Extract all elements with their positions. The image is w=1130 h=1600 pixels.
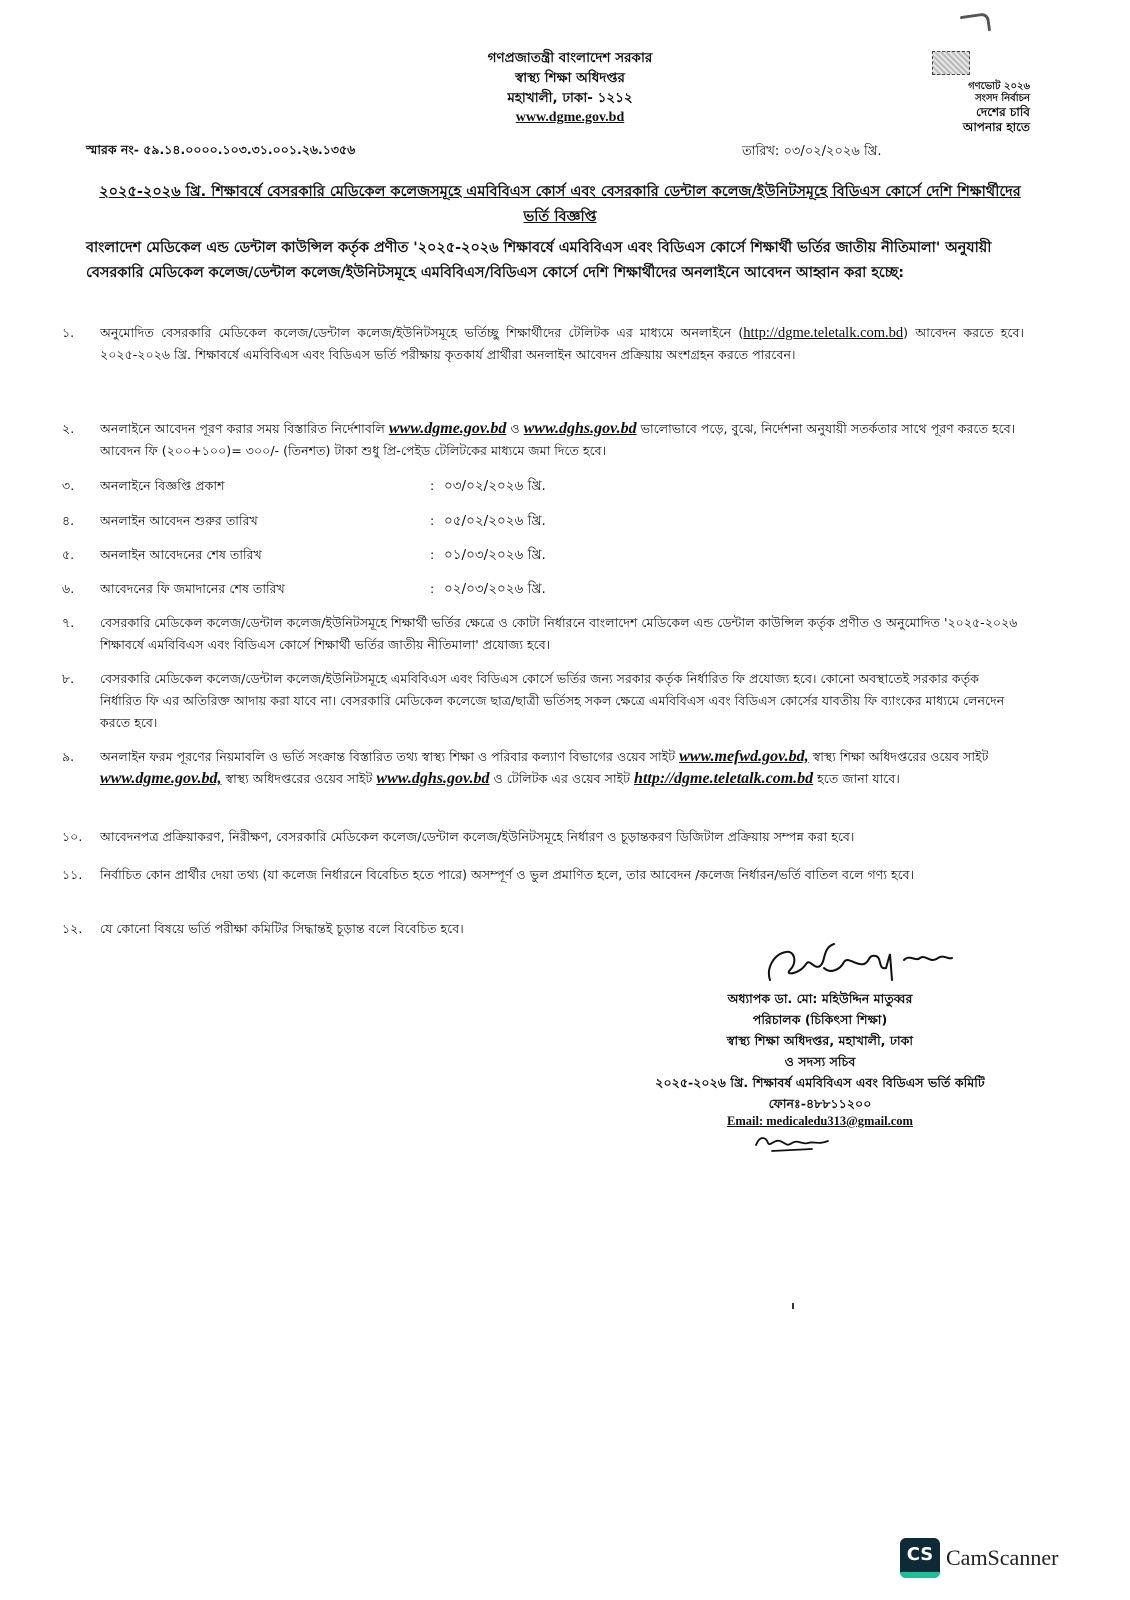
office-header [380, 48, 760, 128]
signatory-email[interactable]: Email: medicaledu313@gmail.com [727, 1114, 913, 1128]
item-text: বেসরকারি মেডিকেল কলেজ/ডেন্টাল কলেজ/ইউনিটসমূহে এমবিবিএস এবং বিডিএস কোর্সে ভর্তির জন্য সরকার কর্তৃক নির্ধারিত ফি প্রযোজ্য হবে। কোনো অবস্থাতেই সরকার কর্তৃক নির্ধারিত ফি এর অতিরিক্ত আদায় করা যাবে না। বেসরকারি মেডিকেল কলেজে ছাত্র/ছাত্রী ভর্তিসহ সকল ক্ষেত্রে এমবিবিএস এবং বিডিএস কোর্সের যাবতীয় ফি ব্যাংকের মাধ্যমে লেনদেন করতে হবে। [100, 671, 1005, 730]
directorate-name: স্বাস্থ্য শিক্ষা অধিদপ্তর [515, 70, 625, 86]
item-number: ৬. [62, 581, 75, 596]
item-number: ৪. [62, 513, 75, 528]
item-text-mid: ও টেলিটক এর ওয়েব সাইট [489, 771, 635, 786]
scan-mark [792, 1303, 794, 1309]
list-item-7 [62, 612, 1024, 656]
memo-number: স্মারক নং- ৫৯.১৪.০০০০.১০৩.৩১.০০১.২৬.১৩৫৬ [86, 142, 356, 157]
intro-paragraph: বাংলাদেশ মেডিকেল এন্ড ডেন্টাল কাউন্সিল কর্তৃক প্রণীত '২০২৫-২০২৬ শিক্ষাবর্ষে এমবিবিএস এবং বিডিএস কোর্সে শিক্ষার্থী ভর্তির জাতীয় নীতিমালা' অনুযায়ী বেসরকারি মেডিকেল কলেজ/ডেন্টাল কলেজ/ইউনিটসমূহে এমবিবিএস/বিডিএস কোর্সে দেশি শিক্ষার্থীদের অনলাইনে আবেদন আহ্বান করা হচ্ছে: [86, 240, 992, 281]
item-text [100, 418, 1024, 462]
dghs-link[interactable]: www.dghs.gov.bd [376, 770, 490, 787]
govt-name: গণপ্রজাতন্ত্রী বাংলাদেশ সরকার [487, 50, 653, 66]
signatory-role: ও সদস্য সচিব [784, 1054, 856, 1069]
list-item-8 [62, 668, 1024, 734]
schedule-label: অনলাইনে বিজ্ঞপ্তি প্রকাশ [100, 478, 225, 493]
signatory-committee: ২০২৫-২০২৬ খ্রি. শিক্ষাবর্ষ এমবিবিএস এবং বিডিএস ভর্তি কমিটি [655, 1075, 985, 1090]
dgme-link[interactable]: www.dgme.gov.bd, [100, 770, 222, 787]
item-number: ১. [62, 325, 75, 340]
issue-date: তারিখ: ০৩/০২/২০২৬ খ্রি. [742, 144, 882, 159]
handwritten-signature [760, 940, 960, 988]
schedule-colon: : [430, 547, 435, 562]
schedule-value: ০১/০৩/২০২৬ খ্রি. [444, 547, 546, 563]
item-text-pre: অনলাইনে আবেদন পূরণ করার সময় বিস্তারিত নির্দেশাবলি [100, 421, 389, 436]
item-text: আবেদনপত্র প্রক্রিয়াকরণ, নিরীক্ষণ, বেসরকারি মেডিকেল কলেজ/ডেন্টাল কলেজ/ইউনিটসমূহে নির্ধারণ ও চূড়ান্তকরণ ডিজিটাল প্রক্রিয়ায় সম্পন্ন করা হবে। [100, 829, 855, 844]
camscanner-name: CamScanner [946, 1545, 1059, 1570]
key-icon [960, 12, 991, 35]
election-line-2: সংসদ নির্বাচন [975, 93, 1030, 104]
schedule-label: অনলাইন আবেদনের শেষ তারিখ [100, 547, 262, 562]
schedule-value: ০২/০৩/২০২৬ খ্রি. [444, 581, 546, 597]
election-line-3: দেশের চাবি [976, 105, 1030, 119]
item-text: নির্বাচিত কোন প্রার্থীর দেয়া তথ্য (যা কলেজ নির্ধারনে বিবেচিত হতে পারে) অসম্পূর্ণ ও ভুল প্রমাণিত হলে, তার আবেদন /কলেজ নির্ধারন/ভর্তি বাতিল বলে গণ্য হবে। [100, 867, 915, 882]
item-number: ৩. [62, 478, 75, 493]
mefwd-link[interactable]: www.mefwd.gov.bd, [679, 748, 809, 765]
notice-title: ২০২৫-২০২৬ খ্রি. শিক্ষাবর্ষে বেসরকারি মেডিকেল কলেজসমূহে এমবিবিএস কোর্স এবং বেসরকারি ডেন্টাল কলেজ/ইউনিটসমূহে বিডিএস কোর্সে দেশি শিক্ষার্থীদের ভর্তি বিজ্ঞপ্তি [99, 184, 1021, 225]
camscanner-watermark [900, 1538, 1058, 1578]
signatory-office: স্বাস্থ্য শিক্ষা অধিদপ্তর, মহাখালী, ঢাকা [726, 1033, 914, 1048]
dgme-link[interactable]: www.dgme.gov.bd [388, 420, 507, 437]
item-number: ১২. [62, 921, 83, 936]
item-text-mid: স্বাস্থ্য অধিদপ্তরের ওয়েব সাইট [221, 771, 377, 786]
item-text: যে কোনো বিষয়ে ভর্তি পরীক্ষা কমিটির সিদ্ধান্তই চূড়ান্ত বলে বিবেচিত হবে। [100, 921, 464, 936]
list-item-1 [62, 322, 1024, 366]
item-number: ৭. [62, 615, 75, 630]
office-address: মহাখালী, ঢাকা- ১২১২ [507, 90, 633, 106]
item-text-post: হতে জানা যাবে। [813, 771, 900, 786]
election-line-4: আপনার হাতে [962, 120, 1030, 134]
item-text: বেসরকারি মেডিকেল কলেজ/ডেন্টাল কলেজ/ইউনিটসমূহে শিক্ষার্থী ভর্তির ক্ষেত্রে ও কোটা নির্ধারনে বাংলাদেশ মেডিকেল এন্ড ডেন্টাল কাউন্সিল কর্তৃক প্রণীত ও অনুমোদিত '২০২৫-২০২৬ শিক্ষাবর্ষে এমবিবিএস এবং বিডিএস কোর্সে শিক্ষার্থী ভর্তির জাতীয় নীতিমালা' প্রযোজ্য হবে। [100, 615, 1018, 652]
item-text-post: ) আবেদন করতে হবে। ২০২৫-২০২৬ খ্রি. শিক্ষাবর্ষে এমবিবিএস এবং বিডিএস ভর্তি পরীক্ষায় কৃতকার্য প্রার্থীরা অনলাইন আবেদন প্রক্রিয়ায় অংশগ্রহন করতে পারবেন। [100, 325, 1024, 362]
signature-block [610, 940, 1030, 1153]
list-item-11 [62, 864, 1024, 886]
initials-signature [752, 1131, 832, 1153]
schedule-colon: : [430, 478, 435, 493]
ballot-box-icon [932, 51, 970, 75]
election-line-1: গণভোট ২০২৬ [968, 81, 1030, 92]
item-text [100, 322, 1024, 366]
dghs-link[interactable]: www.dghs.gov.bd [523, 420, 637, 437]
item-text-pre: অনুমোদিত বেসরকারি মেডিকেল কলেজ/ডেন্টাল কলেজ/ইউনিটসমূহে ভর্তিচ্ছু শিক্ষার্থীদের টেলিটক এর মাধ্যমে অনলাইনে ( [100, 325, 744, 340]
list-item-12 [62, 918, 1024, 940]
camscanner-logo-icon: CS [900, 1538, 940, 1578]
item-text-mid: ও [506, 421, 524, 436]
list-item-2 [62, 418, 1024, 462]
schedule-colon: : [430, 581, 435, 596]
item-number: ২. [62, 421, 75, 436]
list-item-9 [62, 746, 1024, 790]
signatory-name: অধ্যাপক ডা. মো: মহিউদ্দিন মাতুব্বর [727, 991, 913, 1006]
item-number: ১১. [62, 867, 83, 882]
teletalk-link[interactable]: http://dgme.teletalk.com.bd [743, 325, 904, 341]
schedule-colon: : [430, 513, 435, 528]
signatory-phone: ফোনঃ-৪৮৮১১২০০ [768, 1096, 872, 1111]
office-website-link[interactable]: www.dgme.gov.bd [515, 110, 625, 125]
schedule-value: ০৫/০২/২০২৬ খ্রি. [444, 513, 546, 529]
schedule-label: আবেদনের ফি জমাদানের শেষ তারিখ [100, 581, 285, 596]
item-number: ৫. [62, 547, 75, 562]
item-number: ৯. [62, 749, 75, 764]
item-number: ৮. [62, 671, 75, 686]
signatory-designation: পরিচালক (চিকিৎসা শিক্ষা) [752, 1012, 888, 1027]
item-text-mid: স্বাস্থ্য শিক্ষা অধিদপ্তরের ওয়েব সাইট [808, 749, 989, 764]
item-number: ১০. [62, 829, 83, 844]
election-logo [910, 14, 1030, 135]
schedule-value: ০৩/০২/২০২৬ খ্রি. [444, 478, 546, 494]
item-text-pre: অনলাইন ফরম পূরণের নিয়মাবলি ও ভর্তি সংক্রান্ত বিস্তারিত তথ্য স্বাস্থ্য শিক্ষা ও পরিবার কল্যাণ বিভাগের ওয়েব সাইট [100, 749, 680, 764]
teletalk-link[interactable]: http://dgme.teletalk.com.bd [634, 770, 814, 787]
list-item-10 [62, 826, 1024, 848]
item-text-post: ভালোভাবে পড়ে, বুঝে, নির্দেশনা অনুযায়ী সতর্কতার সাথে পূরণ করতে হবে। আবেদন ফি (২০০+১০০)= ৩০০/- (তিনশত) টাকা শুধু প্রি-পেইড টেলিটকের মাধ্যমে জমা দিতে হবে। [100, 421, 1016, 458]
item-text [100, 746, 1024, 790]
schedule-label: অনলাইন আবেদন শুরুর তারিখ [100, 513, 258, 528]
